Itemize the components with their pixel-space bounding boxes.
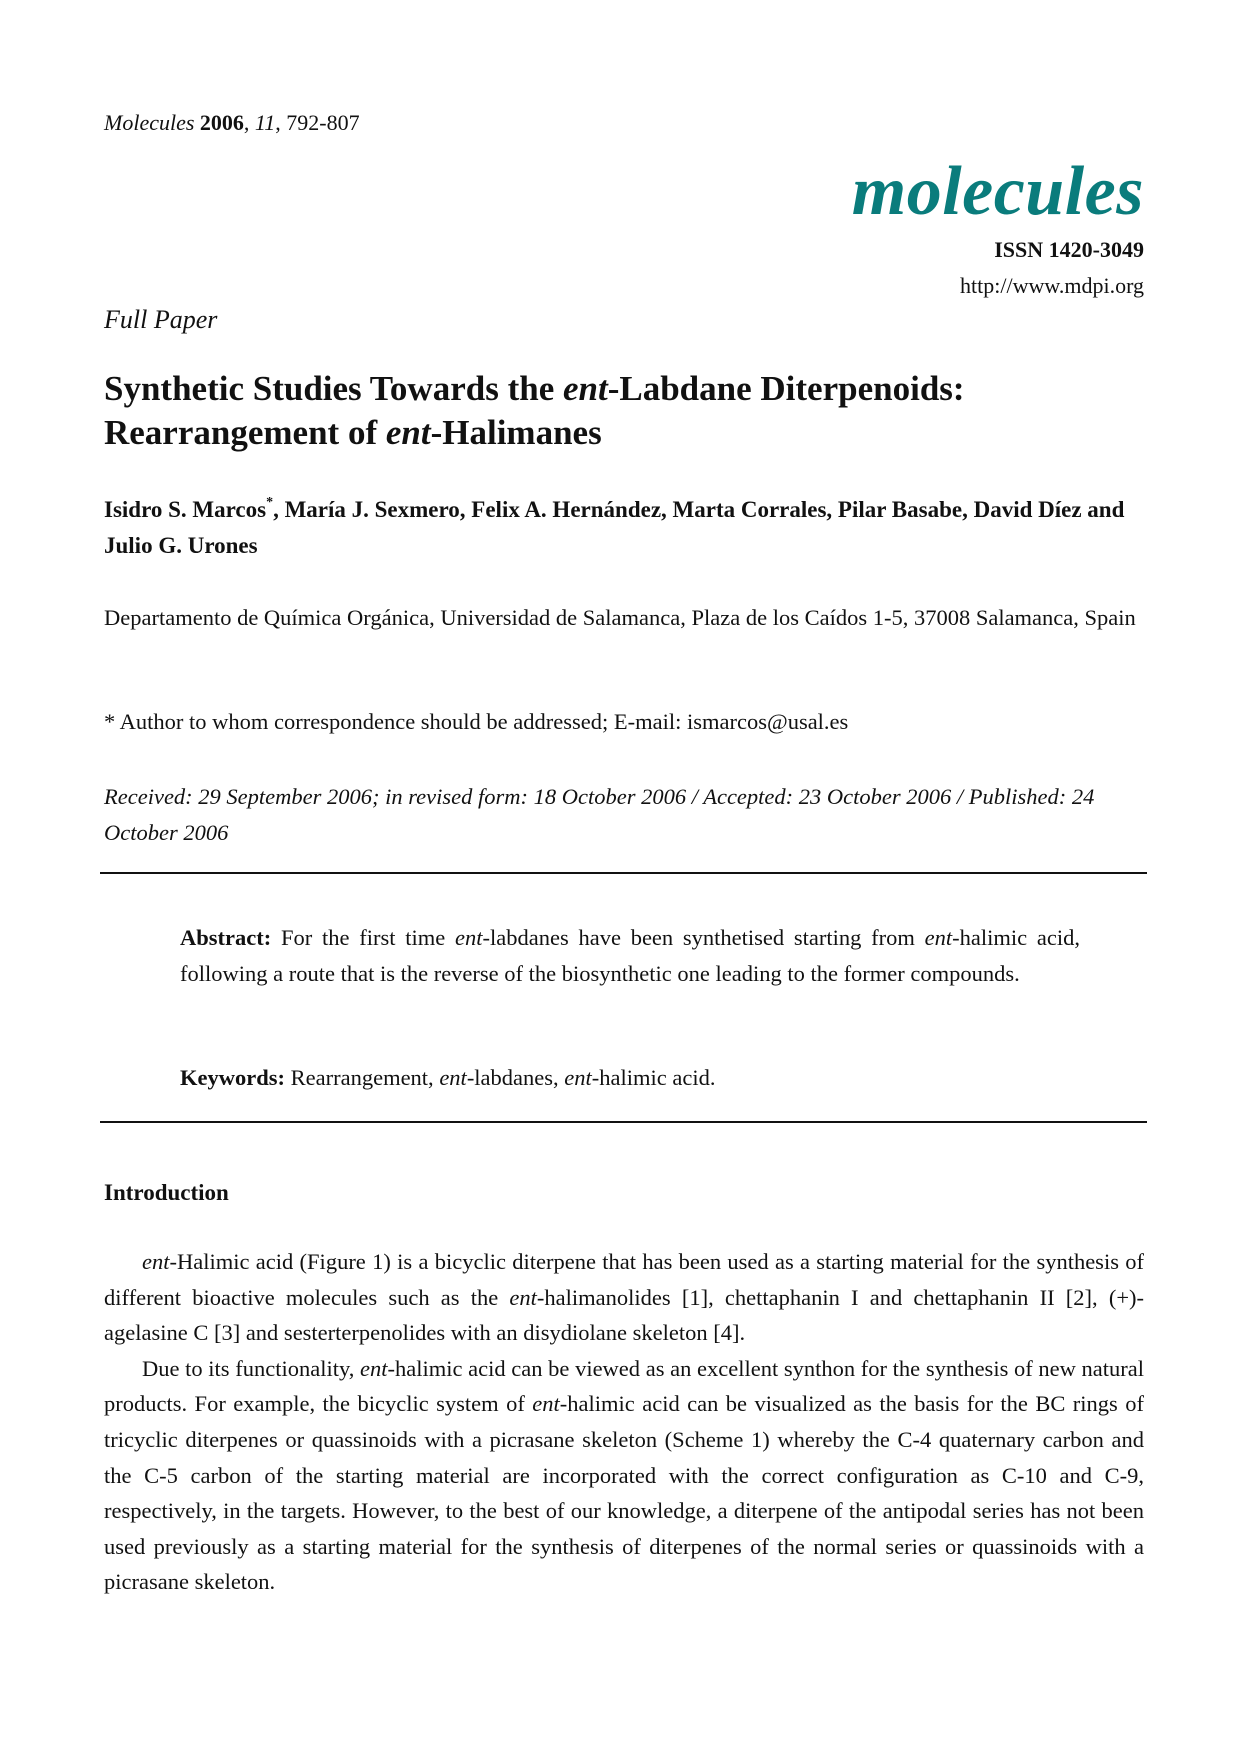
paper-type: Full Paper — [104, 305, 218, 334]
keywords: Keywords: Rearrangement, ent-labdanes, ent-halimic acid. — [180, 1065, 716, 1090]
journal-volume: 11 — [254, 110, 276, 135]
divider-bottom — [100, 1121, 1147, 1123]
paragraph: ent-Halimic acid (Figure 1) is a bicyclic diterpene that has been used as a starting material for the synthesis of different bioactive molecules such as the ent-halimanolides [1], chettaphanin I and chettaphanin II [2], (+)-agelasine C [3] and sesterterpenolides with an disydiolane skeleton [4]. — [104, 1249, 1145, 1346]
author-list: Isidro S. Marcos*, María J. Sexmero, Felix A. Hernández, Marta Corrales, Pilar Basabe, David Díez and Julio G. Urones — [104, 495, 1125, 558]
paper-title: Synthetic Studies Towards the ent-Labdane Diterpenoids: Rearrangement of ent-Halimanes — [104, 369, 965, 452]
abstract: Abstract: For the first time ent-labdanes have been synthetised starting from ent-halimic acid, following a route that is the reverse of the biosynthetic one leading to the former compounds. — [180, 925, 1080, 986]
affiliation: Departamento de Química Orgánica, Universidad de Salamanca, Plaza de los Caídos 1-5, 37008 Salamanca, Spain — [104, 605, 1136, 630]
correspondence-note: * Author to whom correspondence should be addressed; E-mail: ismarcos@usal.es — [104, 709, 849, 734]
publication-dates: Received: 29 September 2006; in revised form: 18 October 2006 / Accepted: 23 October 2006 / Published: 24 October 2006 — [104, 784, 1095, 845]
journal-name: Molecules — [104, 110, 195, 135]
keywords-label: Keywords: — [180, 1065, 285, 1090]
journal-pages: , 792-807 — [275, 110, 360, 135]
abstract-label: Abstract: — [180, 925, 272, 950]
issn: ISSN 1420-3049 — [994, 237, 1144, 262]
corresponding-author-marker: * — [266, 495, 274, 511]
journal-citation: Molecules 2006, 11, 792-807 — [104, 110, 360, 135]
section-heading-introduction: Introduction — [104, 1180, 229, 1205]
journal-url[interactable]: http://www.mdpi.org — [960, 273, 1144, 298]
journal-year: 2006 — [199, 110, 244, 135]
introduction-body — [104, 1244, 1144, 1600]
journal-logo: molecules — [851, 153, 1144, 230]
divider-top — [100, 872, 1147, 874]
paragraph: Due to its functionality, ent-halimic acid can be viewed as an excellent synthon for the synthesis of new natural products. For example, the bicyclic system of ent-halimic acid can be visualized as the basis for the BC rings of tricyclic diterpenes or quassinoids with a picrasane skeleton (Scheme 1) whereby the C-4 quaternary carbon and the C-5 carbon of the starting material are incorporated with the correct configuration as C-10 and C-9, respectively, in the targets. However, to the best of our knowledge, a diterpene of the antipodal series has not been used previously as a starting material for the synthesis of diterpenes of the normal series or quassinoids with a picrasane skeleton. — [104, 1355, 1145, 1595]
